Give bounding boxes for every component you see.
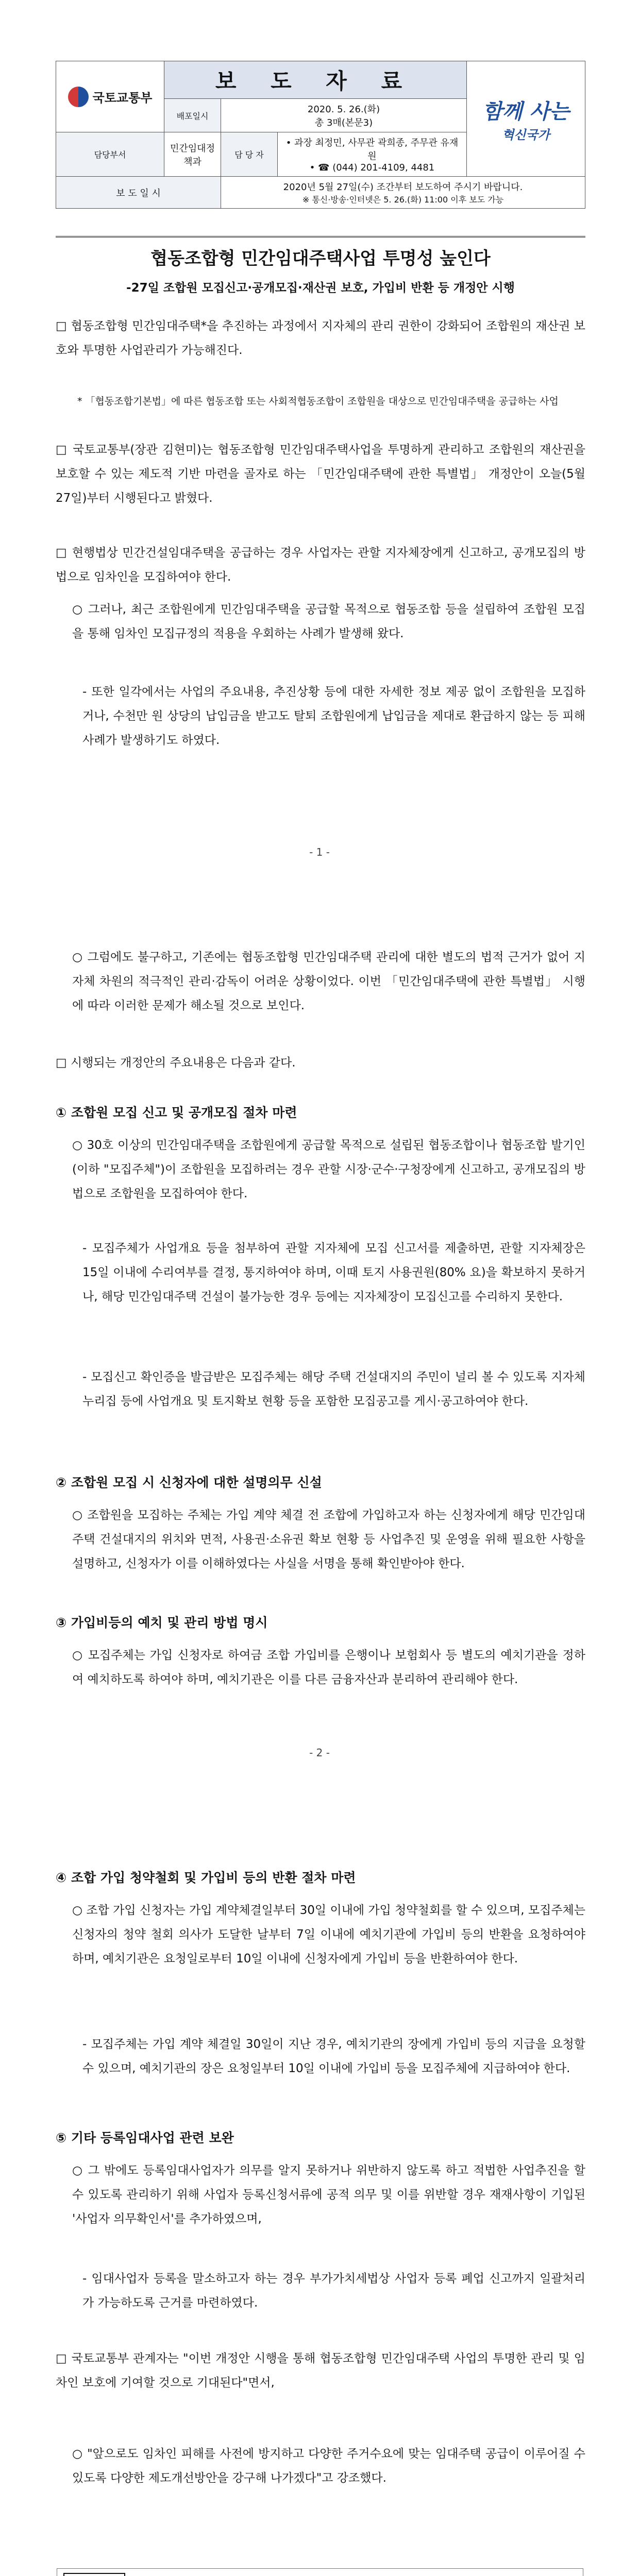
paragraph-12: ○ 모집주체는 가입 신청자로 하여금 조합 가입비를 은행이나 보험회사 등 별도의 예치기관을 정하여 예치하도록 하여야 하며, 예치기관은 이를 다른 금융자산과 분리하여 관리해야 한다. <box>72 1649 585 1686</box>
paragraph-18: ○ "앞으로도 임차인 피해를 사전에 방지하고 다양한 주거수요에 맞는 임대주택 공급이 이루어질 수 있도록 다양한 제도개선방안을 강구해 나가겠다"고 강조했다. <box>72 2447 585 2485</box>
paragraph-13: ○ 조합 가입 신청자는 가입 계약체결일부터 30일 이내에 가입 청약철회를 할 수 있으며, 모집주체는 신청자의 청약 철회 의사가 도달한 날부터 7일 이내에 예치기관에 가입비 등의 반환을 요청하여야 하며, 예치기관은 요청일로부터 10일 이내에 신청자에게 가입비 등을 반환하여야 한다. <box>72 1904 585 1965</box>
paragraph-7: □ 시행되는 개정안의 주요내용은 다음과 같다. <box>56 1056 296 1070</box>
page-number-2: - 2 - <box>309 1747 330 1759</box>
paragraph-16: - 임대사업자 등록을 말소하고자 하는 경우 부가가치세법상 사업자 등록 폐업 신고까지 일괄처리가 가능하도록 근거를 마련하였다. <box>82 2272 585 2310</box>
press-release-title: 보 도 자 료 <box>164 61 467 99</box>
paragraph-17: □ 국토교통부 관계자는 "이번 개정안 시행을 통해 협동조합형 민간임대주택 사업의 투명한 관리 및 임차인 보호에 기여할 것으로 기대된다"면서, <box>56 2352 585 2389</box>
title-divider <box>56 236 585 238</box>
paragraph-4: ○ 그러나, 최근 조합원에게 민간임대주택을 공급할 목적으로 협동조합 등을 설립하여 조합원 모집을 통해 임차인 모집규정의 적용을 우회하는 사례가 발생해 왔다. <box>72 603 585 640</box>
footer-contact-box <box>57 2568 583 2576</box>
paragraph-6: ○ 그럼에도 불구하고, 기존에는 협동조합형 민간임대주택 관리에 대한 별도의 법적 근거가 없어 지자체 차원의 적극적인 관리·감독이 어려운 상황이었다. 이번 「민간임대주택에 관한 특별법」 시행에 따라 이러한 문제가 해소될 것으로 보인다. <box>72 951 585 1012</box>
paragraph-3: □ 현행법상 민간건설임대주택을 공급하는 경우 사업자는 관할 지자체장에게 신고하고, 공개모집의 방법으로 임차인을 모집하여야 한다. <box>56 546 585 584</box>
sub-headline: -27일 조합원 모집신고·공개모집·재산권 보호, 가입비 반환 등 개정안 시행 <box>126 281 515 295</box>
department-value: 민간임대정책과 <box>164 132 221 177</box>
paragraph-15: ○ 그 밖에도 등록임대사업자가 의무를 알지 못하거나 위반하지 않도록 하고 적법한 사업추진을 할 수 있도록 관리하기 위해 사업자 등록신청서류에 공적 의무 및 이를 위반할 경우 재재사항이 기입된 '사업자 의무확인서'를 추가하였으며, <box>72 2164 585 2226</box>
section-3-heading: ③ 가입비등의 예치 및 관리 방법 명시 <box>56 1615 268 1630</box>
page-number-1: - 1 - <box>309 846 330 858</box>
paragraph-11: ○ 조합원을 모집하는 주체는 가입 계약 체결 전 조합에 가입하고자 하는 신청자에게 해당 민간임대주택 건설대지의 위치와 면적, 사용권·소유권 확보 현황 등 사업추진 및 운영을 위해 필요한 사항을 설명하고, 신청자가 이를 이해하였다는 사실을 서명을 통해 확인받아야 한다. <box>72 1509 585 1570</box>
ministry-emblem-icon <box>68 87 89 107</box>
paragraph-10: - 모집신고 확인증을 발급받은 모집주체는 해당 주택 건설대지의 주민이 널리 볼 수 있도록 지자체 누리집 등에 사업개요 및 토지확보 현황 등을 포함한 모집공고를 게시·공고하여야 한다. <box>82 1370 585 1408</box>
footnote-1: * 「협동조합기본법」에 따른 협동조합 또는 사회적협동조합이 조합원을 대상으로 민간임대주택을 공급하는 사업 <box>77 396 559 407</box>
distribution-value: 2020. 5. 26.(화) 총 3매(본문3) <box>221 99 467 132</box>
contact-value: • 과장 최정민, 사무관 곽희종, 주무관 유재원 • ☎ (044) 201-4109, 4481 <box>278 132 467 177</box>
paragraph-1: □ 협동조합형 민간임대주택*을 추진하는 과정에서 지자체의 관리 권한이 강화되어 조합원의 재산권 보호와 투명한 사업관리가 가능해진다. <box>56 319 585 357</box>
press-header <box>56 61 585 209</box>
paragraph-8: ○ 30호 이상의 민간임대주택을 조합원에게 공급할 목적으로 설립된 협동조합이나 협동조합 발기인(이하 "모집주체")이 조합원을 모집하려는 경우 관할 시장·군수·구청장에게 신고하고, 공개모집의 방법으로 조합원을 모집하여야 한다. <box>72 1139 585 1200</box>
paragraph-14: - 모집주체는 가입 계약 체결일 30일이 지난 경우, 예치기관의 장에게 가입비 등의 지급을 요청할 수 있으며, 예치기관의 장은 요청일부터 10일 이내에 가입비 등을 모집주체에 지급하여야 한다. <box>82 2038 585 2075</box>
headline: 협동조합형 민간임대주택사업 투명성 높인다 <box>150 248 491 269</box>
ministry-logo <box>56 61 164 132</box>
section-2-heading: ② 조합원 모집 시 신청자에 대한 설명의무 신설 <box>56 1475 322 1490</box>
paragraph-9: - 모집주체가 사업개요 등을 첨부하여 관할 지자체에 모집 신고서를 제출하면, 관할 지자체장은 15일 이내에 수리여부를 결정, 통지하여야 하며, 이때 토지 사용권원(80% 요)을 확보하지 못하거나, 해당 민간임대주택 건설이 불가능한 경우 등에는 지자체장이 모집신고를 수리하지 못한다. <box>82 1242 585 1303</box>
section-4-heading: ④ 조합 가입 청약철회 및 가입비 등의 반환 절차 마련 <box>56 1870 356 1885</box>
contact-label: 담 당 자 <box>221 132 278 177</box>
open-license-icon <box>63 2573 125 2576</box>
government-slogan: 함께 사는 혁신국가 <box>467 61 585 177</box>
section-1-heading: ① 조합원 모집 신고 및 공개모집 절차 마련 <box>56 1105 297 1120</box>
paragraph-2: □ 국토교통부(장관 김현미)는 협동조합형 민간임대주택사업을 투명하게 관리하고 조합원의 재산권을 보호할 수 있는 제도적 기반 마련을 골자로 하는 「민간임대주택에 관한 특별법」 개정안이 오늘(5월 27일)부터 시행된다고 밝혔다. <box>56 443 585 505</box>
embargo-label: 보 도 일 시 <box>56 177 221 209</box>
distribution-label: 배포일시 <box>164 99 221 132</box>
paragraph-5: - 또한 일각에서는 사업의 주요내용, 추진상황 등에 대한 자세한 정보 제공 없이 조합원을 모집하거나, 수천만 원 상당의 납입금을 받고도 탈퇴 조합원에게 납입금을 제대로 환급하지 않는 등 피해사례가 발생하기도 하였다. <box>82 685 585 747</box>
embargo-value: 2020년 5월 27일(수) 조간부터 보도하여 주시기 바랍니다. ※ 통신·방송·인터넷은 5. 26.(화) 11:00 이후 보도 가능 <box>221 177 585 209</box>
ministry-name: 국토교통부 <box>92 91 153 105</box>
section-5-heading: ⑤ 기타 등록임대사업 관련 보완 <box>56 2130 234 2145</box>
department-label: 담당부서 <box>56 132 164 177</box>
